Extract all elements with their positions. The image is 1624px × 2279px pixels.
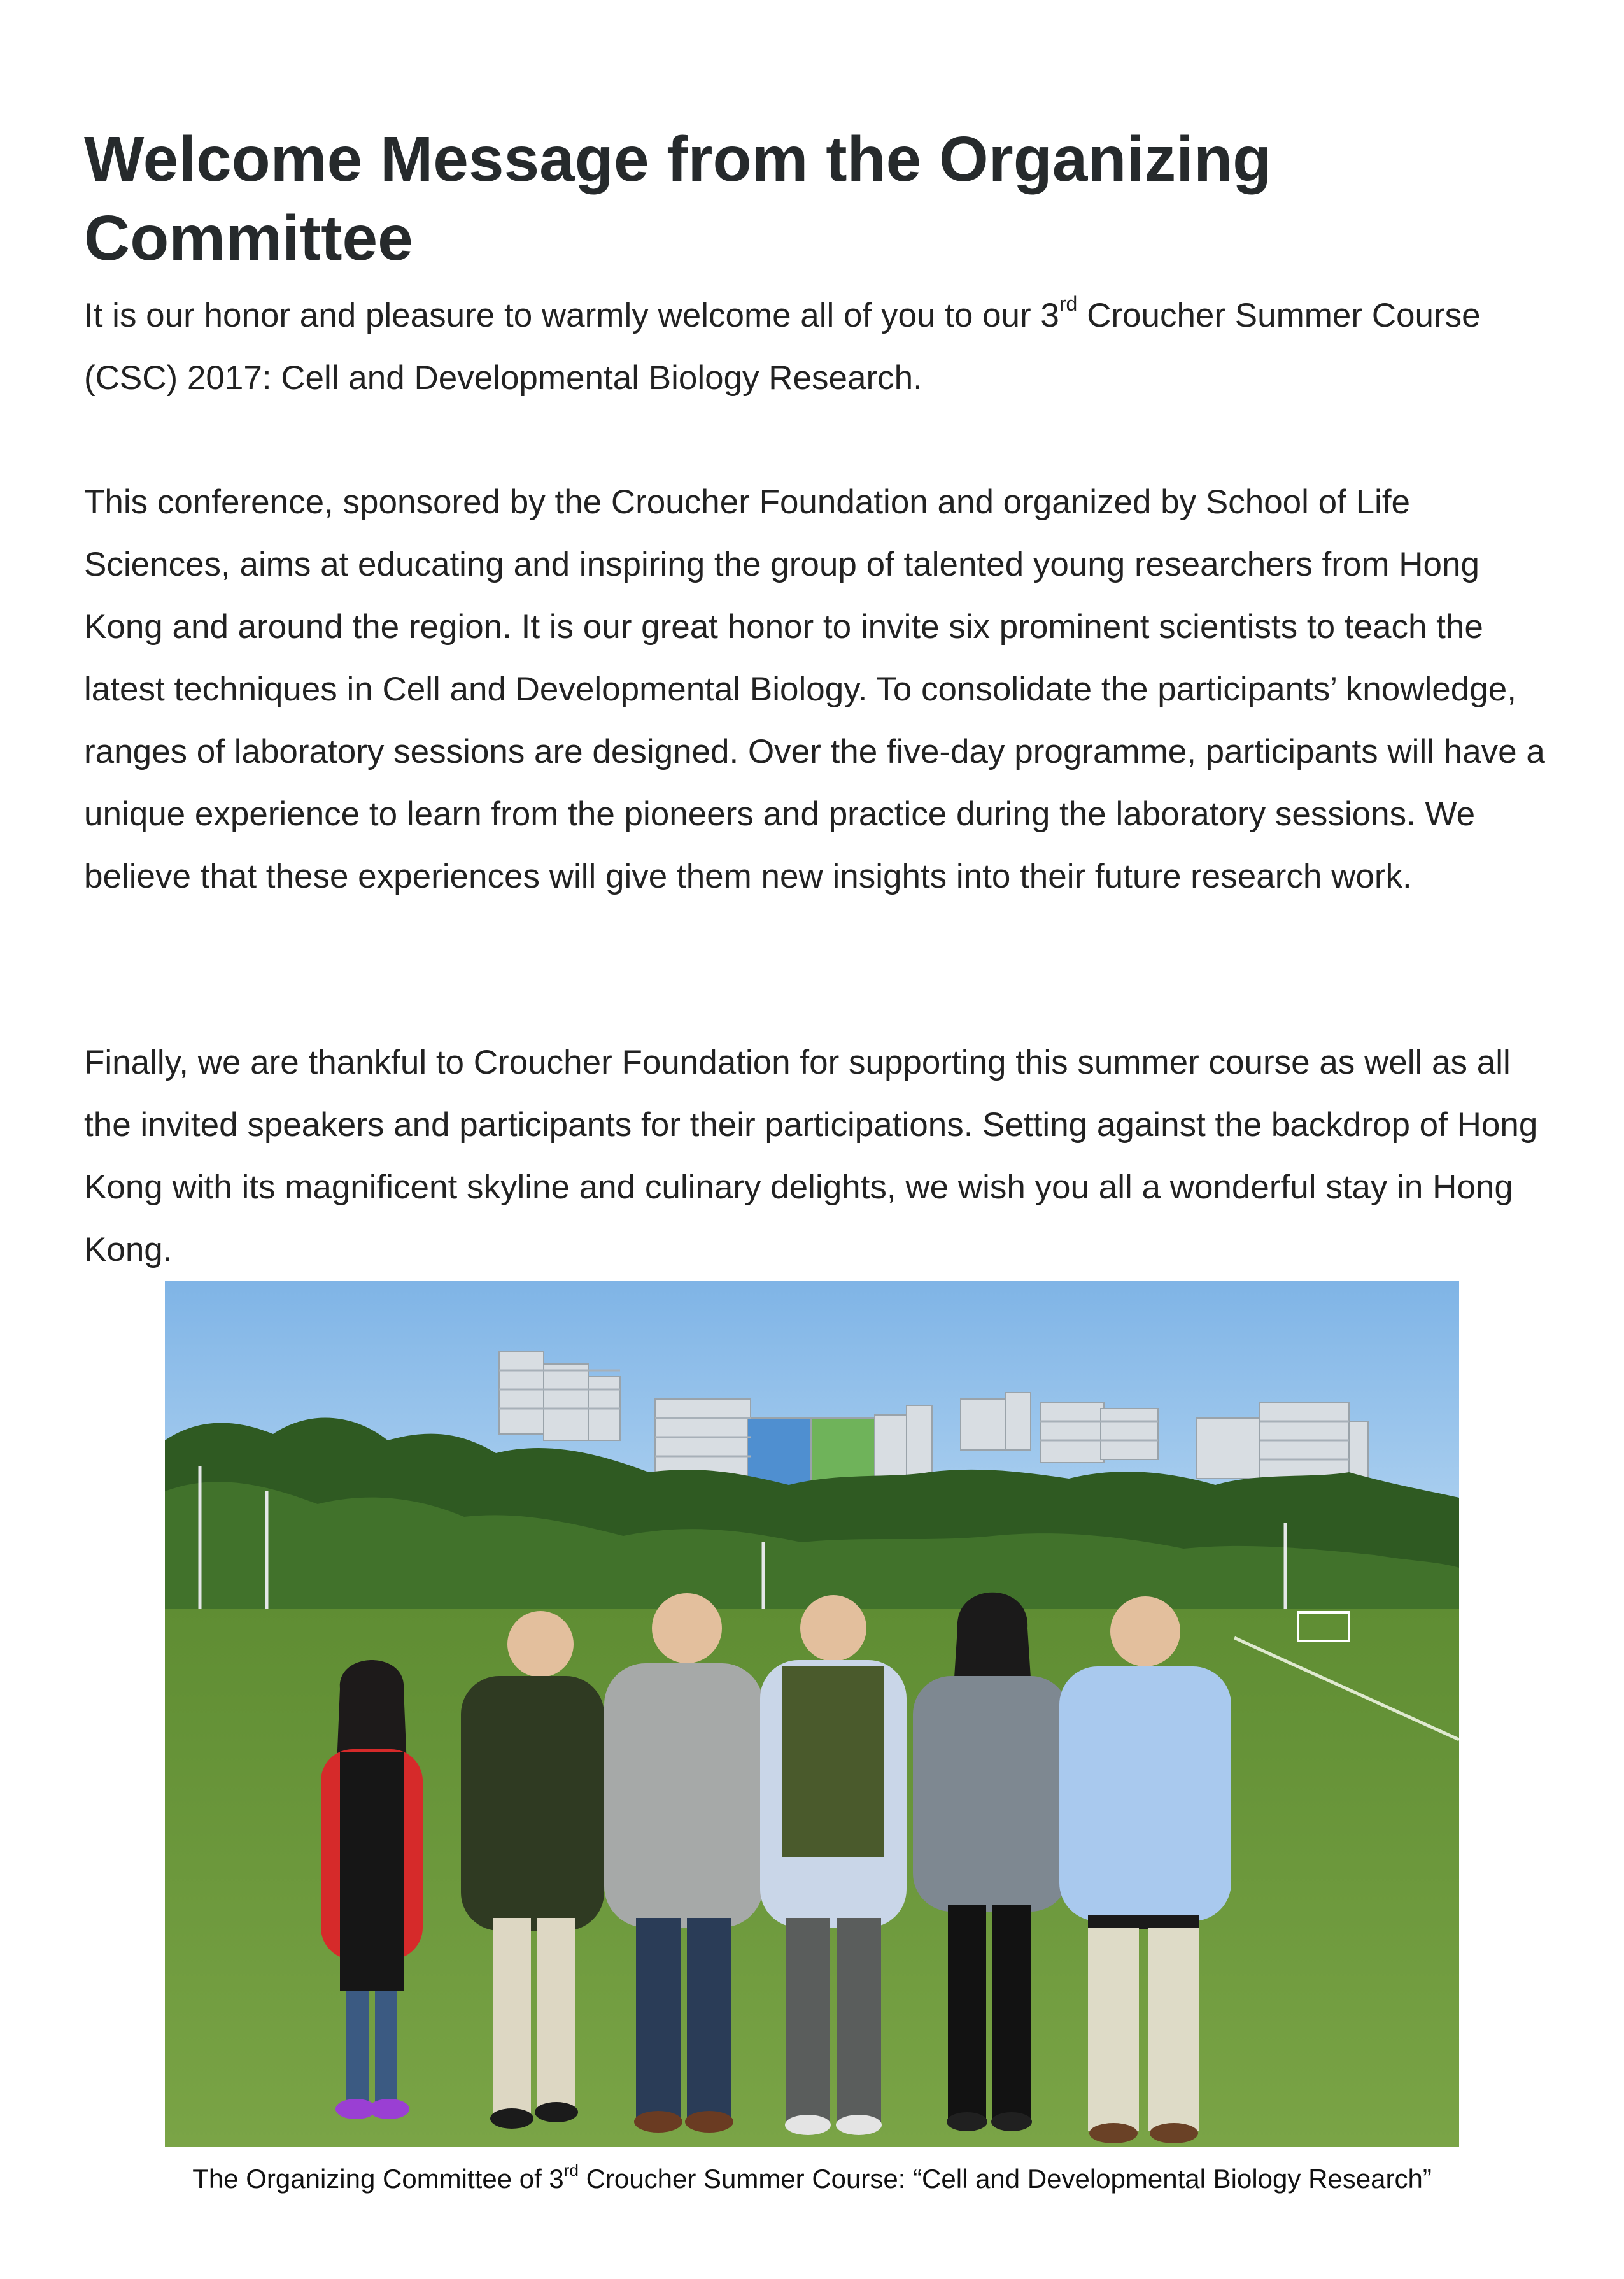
conference-paragraph <box>84 471 1548 908</box>
photo-illustration <box>165 1281 1459 2147</box>
caption-text-end: Croucher Summer Course: “Cell and Developmental Biology Research” <box>578 2164 1432 2194</box>
thanks-paragraph <box>84 1032 1548 1281</box>
ordinal-suffix: rd <box>1059 292 1078 316</box>
welcome-paragraph <box>84 285 1548 409</box>
photo-caption <box>0 2160 1624 2198</box>
caption-ordinal-suffix: rd <box>563 2161 579 2180</box>
paragraph-2-text: This conference, sponsored by the Croucher Foundation and organized by School of Life Sciences, aims at educating and inspiring the group of talented young researchers from Hong Kong and around the region. It is our great honor to invite six prominent scientists to teach the latest techniques in Cell and Developmental Biology. To consolidate the participants’ knowledge, ranges of laboratory sessions are designed. Over the five-day programme, participants will have a unique experience to learn from the pioneers and practice during the laboratory sessions. We believe that these experiences will give them new insights into their future research work. <box>84 483 1545 895</box>
committee-photo <box>165 1281 1459 2147</box>
paragraph-1-text-end: Croucher Summer Course (CSC) 2017: Cell and Developmental Biology Research. <box>84 297 1481 397</box>
page-title: Welcome Message from the Organizing Committee <box>84 124 1272 274</box>
caption-text-start: The Organizing Committee of 3 <box>192 2164 564 2194</box>
paragraph-1-text-start: It is our honor and pleasure to warmly welcome all of you to our 3 <box>84 297 1059 334</box>
paragraph-3-text: Finally, we are thankful to Croucher Foundation for supporting this summer course as well as all the invited speakers and participants for their participations. Setting against the backdrop of Hong Kong with its magnificent skyline and culinary delights, we wish you all a wonderful stay in Hong Kong. <box>84 1044 1538 1268</box>
